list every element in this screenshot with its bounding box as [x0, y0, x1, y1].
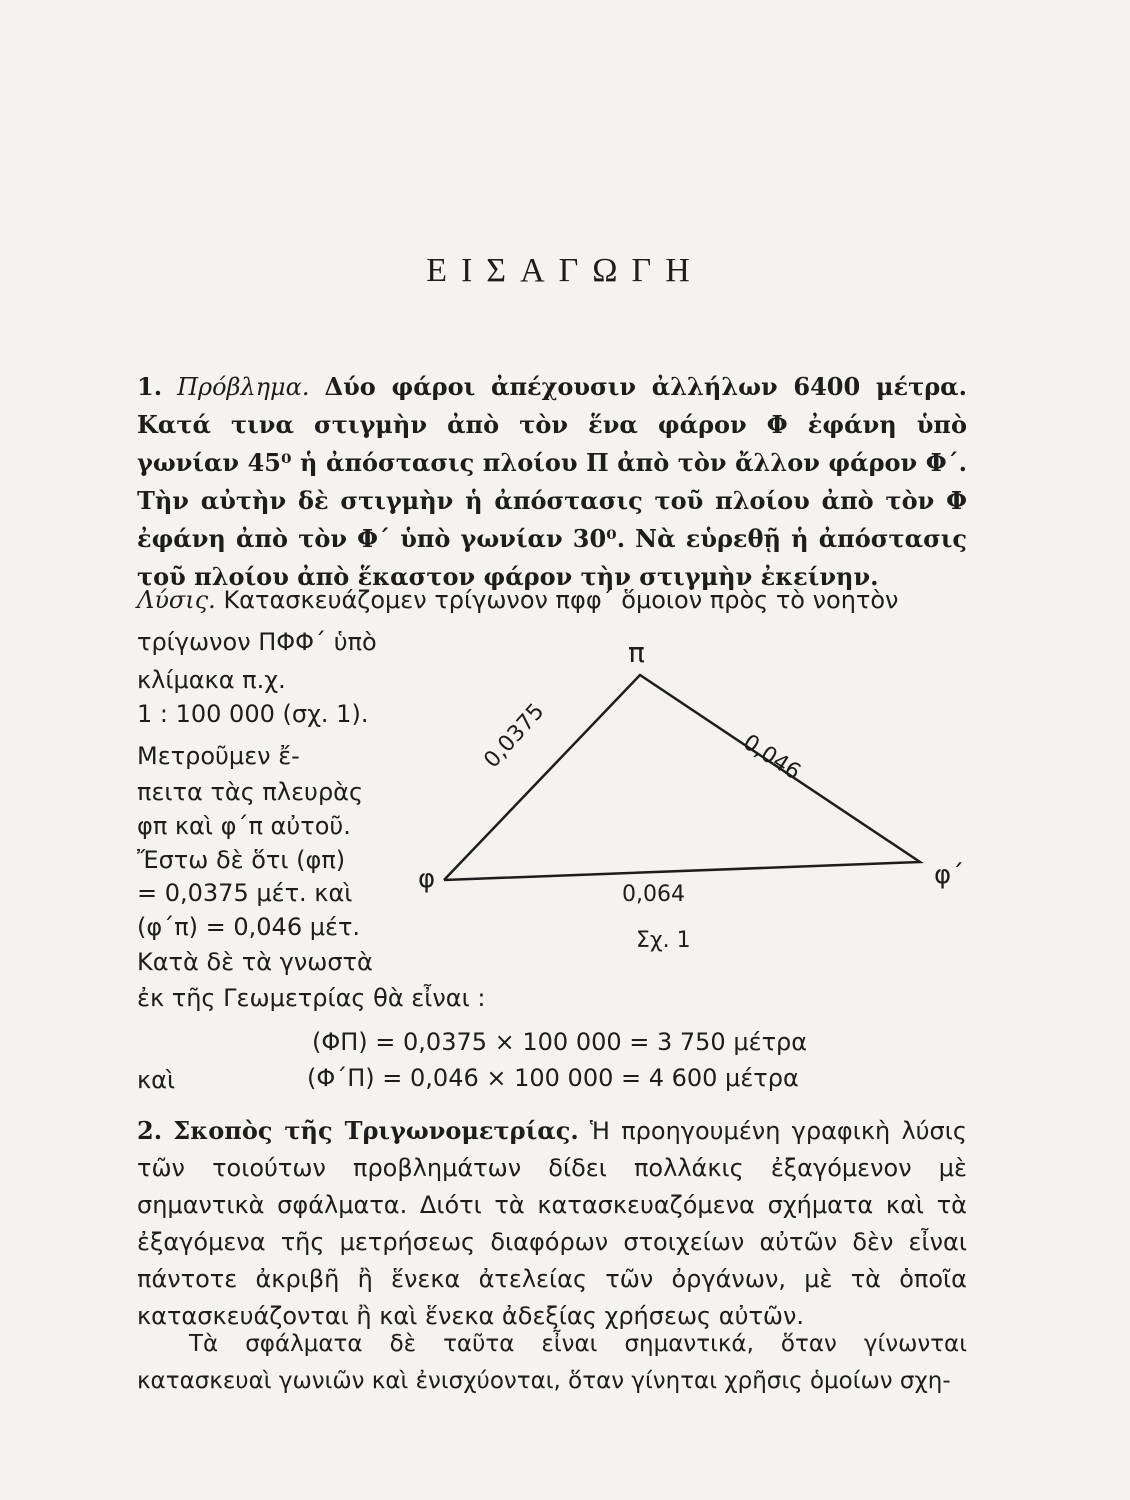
formula-2: (Φ΄Π) = 0,046 × 100 000 = 4 600 μέτρα: [307, 1064, 799, 1092]
solution-line: φπ καὶ φ΄π αὐτοῦ.: [137, 812, 351, 840]
side-right-label: 0,046: [738, 730, 805, 786]
section2-heading: Σκοπὸς τῆς Τριγωνομετρίας.: [173, 1116, 579, 1145]
solution-first-text: Κατασκευάζομεν τρίγωνον πφφ΄ ὅμοιον πρὸς τὸ νοητὸν: [223, 586, 899, 614]
formula-1: (ΦΠ) = 0,0375 × 100 000 = 3 750 μέτρα: [312, 1028, 808, 1056]
section2-paragraph: [137, 1112, 967, 1335]
solution-line: 1 : 100 000 (σχ. 1).: [137, 700, 369, 728]
section2-paragraph-2: Τὰ σφάλματα δὲ ταῦτα εἶναι σημαντικά, ὅταν γίνωνται κατασκευαὶ γωνιῶν καὶ ἐνισχύονται, ὅταν γίνηται χρῆσις ὁμοίων σχη-: [137, 1331, 967, 1394]
solution-line: Μετροῦμεν ἔ-: [137, 742, 300, 770]
vertex-left-label: φ: [418, 864, 436, 894]
figure-triangle: [400, 630, 980, 960]
problem-number: 1.: [137, 372, 163, 401]
figure-caption: Σχ. 1: [636, 928, 691, 953]
solution-line: ἐκ τῆς Γεωμετρίας θὰ εἶναι :: [137, 984, 486, 1012]
page-title: ΕΙΣΑΓΩΓΗ: [426, 252, 704, 289]
solution-line: κλίμακα π.χ.: [137, 666, 286, 694]
section2-text: Ἡ προηγουμένη γραφικὴ λύσις τῶν τοιούτων προβλημάτων δίδει πολλάκις ἐξαγόμενον μὲ σημαντικὰ σφάλματα. Διότι τὰ κατασκευαζόμενα σχήματα καὶ τὰ ἐξαγόμενα τῆς μετρήσεως διαφόρων στοιχείων αὐτῶν δὲν εἶναι πάντοτε ἀκριβῆ ἢ ἕνεκα ἀτελείας τῶν ὀργάνων, μὲ τὰ ὁποῖα κατασκευάζονται ἢ καὶ ἕνεκα ἀδεξίας χρήσεως αὐτῶν.: [137, 1117, 967, 1330]
solution-line: τρίγωνον ΠΦΦ΄ ὑπὸ: [137, 628, 377, 656]
solution-line: Ἔστω δὲ ὅτι (φπ): [137, 846, 346, 874]
solution-line: Κατὰ δὲ τὰ γνωστὰ: [137, 948, 373, 976]
problem-paragraph: [137, 368, 967, 596]
side-left-label: 0,0375: [479, 699, 550, 773]
section2-number: 2.: [137, 1116, 163, 1145]
side-bottom-label: 0,064: [622, 882, 685, 907]
triangle-outline: [444, 675, 920, 880]
problem-text: Δύο φάροι ἀπέχουσιν ἀλλήλων 6400 μέτρα. Κατά τινα στιγμὴν ἀπὸ τὸν ἕνα φάρον Φ ἐφάνη ὑπὸ γωνίαν 45⁰ ἡ ἀπόστασις πλοίου Π ἀπὸ τὸν ἄλλον φάρον Φ΄. Τὴν αὐτὴν δὲ στιγμὴν ἡ ἀπόστασις τοῦ πλοίου ἀπὸ τὸν Φ ἐφάνη ἀπὸ τὸν Φ΄ ὑπὸ γωνίαν 30⁰. Νὰ εὑρεθῇ ἡ ἀπόστασις τοῦ πλοίου ἀπὸ ἕκαστον φάρον τὴν στιγμὴν ἐκείνην.: [137, 372, 967, 591]
vertex-top-label: π: [628, 636, 645, 669]
solution-first-line: [137, 584, 967, 616]
problem-heading: Πρόβλημα.: [177, 373, 310, 401]
solution-line: = 0,0375 μέτ. καὶ: [137, 879, 353, 907]
solution-heading: Λύσις.: [137, 586, 216, 614]
solution-line: πειτα τὰς πλευρὰς: [137, 778, 364, 806]
vertex-right-label: φ΄: [934, 860, 965, 890]
solution-line: (φ΄π) = 0,046 μέτ.: [137, 913, 361, 941]
and-word: καὶ: [137, 1066, 176, 1094]
